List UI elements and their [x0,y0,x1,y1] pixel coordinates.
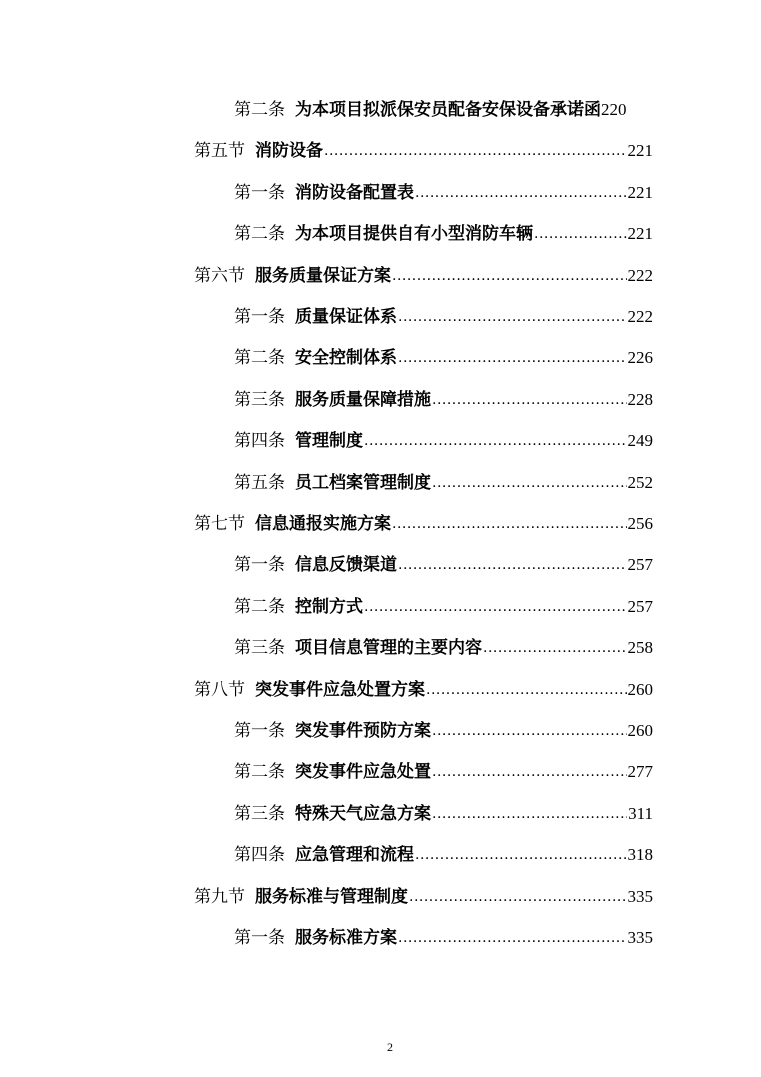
toc-dot-leader [398,347,627,369]
toc-entry-number: 第一条 [234,307,285,327]
toc-dot-leader [398,554,627,576]
toc-entry-number: 第八节 [194,679,245,700]
toc-dot-leader [432,803,627,825]
toc-entry-page: 260 [627,679,653,699]
toc-entry-title: 突发事件应急处置方案 [255,679,425,700]
toc-entry-title: 突发事件预防方案 [295,721,431,741]
toc-entry[interactable] [194,671,653,701]
toc-entry-page: 222 [627,307,653,326]
toc-entry-number: 第四条 [234,845,285,866]
toc-entry[interactable] [234,795,653,825]
toc-entry-title: 项目信息管理的主要内容 [295,638,482,659]
toc-entry-page: 277 [627,762,653,782]
toc-dot-leader [364,430,627,452]
toc-entry-title: 服务标准与管理制度 [255,886,408,907]
toc-entry-title: 控制方式 [295,596,363,617]
toc-entry-number: 第一条 [234,721,285,741]
toc-entry-number: 第三条 [234,638,285,659]
toc-entry-number: 第九节 [194,886,245,907]
toc-entry[interactable] [234,629,653,659]
toc-entry-title: 员工档案管理制度 [295,472,431,493]
toc-dot-leader [432,472,627,494]
toc-entry[interactable] [234,464,653,494]
toc-entry-page: 260 [627,721,653,740]
toc-entry-page: 335 [627,928,653,947]
toc-entry-page: 252 [627,472,653,492]
toc-entry[interactable] [234,836,653,866]
toc-entry-title: 为本项目提供自有小型消防车辆 [295,224,533,245]
toc-dot-leader [432,761,627,783]
toc-entry-page: 222 [627,265,653,285]
toc-entry[interactable] [234,91,653,121]
toc-entry-page: 226 [627,348,653,368]
toc-entry-title: 消防设备 [255,141,323,162]
toc-entry-title: 信息反馈渠道 [295,555,397,576]
toc-entry-title: 安全控制体系 [295,348,397,369]
toc-entry-title: 管理制度 [295,431,363,452]
toc-entry[interactable] [234,919,653,949]
toc-entry[interactable] [194,878,653,908]
toc-entry-number: 第二条 [234,762,285,783]
page-number: 2 [387,1040,393,1054]
toc-entry-page: 221 [627,141,653,161]
toc-dot-leader [415,844,627,866]
toc-entry-page: 318 [627,845,653,865]
toc-entry[interactable] [234,588,653,618]
toc-entry[interactable] [234,712,653,742]
toc-dot-leader [398,927,627,949]
toc-dot-leader [364,596,627,618]
toc-entry-page: 257 [627,596,653,616]
toc-dot-leader [409,886,627,908]
toc-entry-number: 第二条 [234,100,285,120]
toc-entry-number: 第二条 [234,348,285,369]
toc-entry-number: 第二条 [234,224,285,245]
toc-dot-leader [324,140,627,162]
toc-entry[interactable] [234,546,653,576]
toc-entry[interactable] [234,215,653,245]
toc-entry-title: 服务质量保证方案 [255,265,391,286]
toc-entry-title: 服务质量保障措施 [295,389,431,410]
toc-entry-page: 221 [627,182,653,202]
toc-dot-leader [415,182,627,204]
toc-entry-title: 消防设备配置表 [295,182,414,203]
toc-entry-number: 第六节 [194,265,245,286]
toc-dot-leader [432,389,627,411]
toc-entry-title: 为本项目拟派保安员配备安保设备承诺函 [295,100,601,120]
toc-dot-leader [392,265,627,287]
toc-entry[interactable] [234,174,653,204]
toc-entry-page: 220 [601,100,627,119]
toc-dot-leader [392,513,627,535]
toc-entry-title: 特殊天气应急方案 [295,803,431,824]
toc-entry-number: 第三条 [234,803,285,824]
toc-entry[interactable] [234,381,653,411]
toc-entry-number: 第一条 [234,555,285,576]
toc-entry[interactable] [194,132,653,162]
toc-dot-leader [398,306,627,328]
toc-entry-page: 335 [627,886,653,906]
toc-entry-page: 221 [627,224,653,244]
toc-entry-page: 256 [627,514,653,533]
toc-entry-title: 应急管理和流程 [295,845,414,866]
toc-dot-leader [483,637,627,659]
toc-entry-number: 第二条 [234,596,285,617]
toc-entry[interactable] [194,257,653,287]
toc-dot-leader [534,223,627,245]
toc-entry-title: 信息通报实施方案 [255,514,391,534]
toc-entry-page: 228 [627,389,653,409]
toc-entry-page: 258 [627,638,653,658]
toc-entry-number: 第七节 [194,514,245,534]
toc-entry[interactable] [234,422,653,452]
toc-entry-page: 257 [627,555,653,575]
toc-entry-number: 第三条 [234,389,285,410]
toc-dot-leader [426,679,627,701]
toc-entry[interactable] [194,505,653,535]
toc-entry[interactable] [234,339,653,369]
toc-entry-number: 第五节 [194,141,245,162]
toc-entry-number: 第一条 [234,182,285,203]
toc-entry-page: 249 [627,431,653,451]
toc-dot-leader [432,720,627,742]
toc-entry[interactable] [234,753,653,783]
toc-entry[interactable] [234,298,653,328]
toc-entry-page: 311 [628,803,653,823]
toc-entry-number: 第四条 [234,431,285,452]
toc-entry-number: 第一条 [234,928,285,948]
toc-entry-title: 服务标准方案 [295,928,397,948]
toc-entry-title: 质量保证体系 [295,307,397,327]
toc-entry-title: 突发事件应急处置 [295,762,431,783]
toc-entry-number: 第五条 [234,472,285,493]
